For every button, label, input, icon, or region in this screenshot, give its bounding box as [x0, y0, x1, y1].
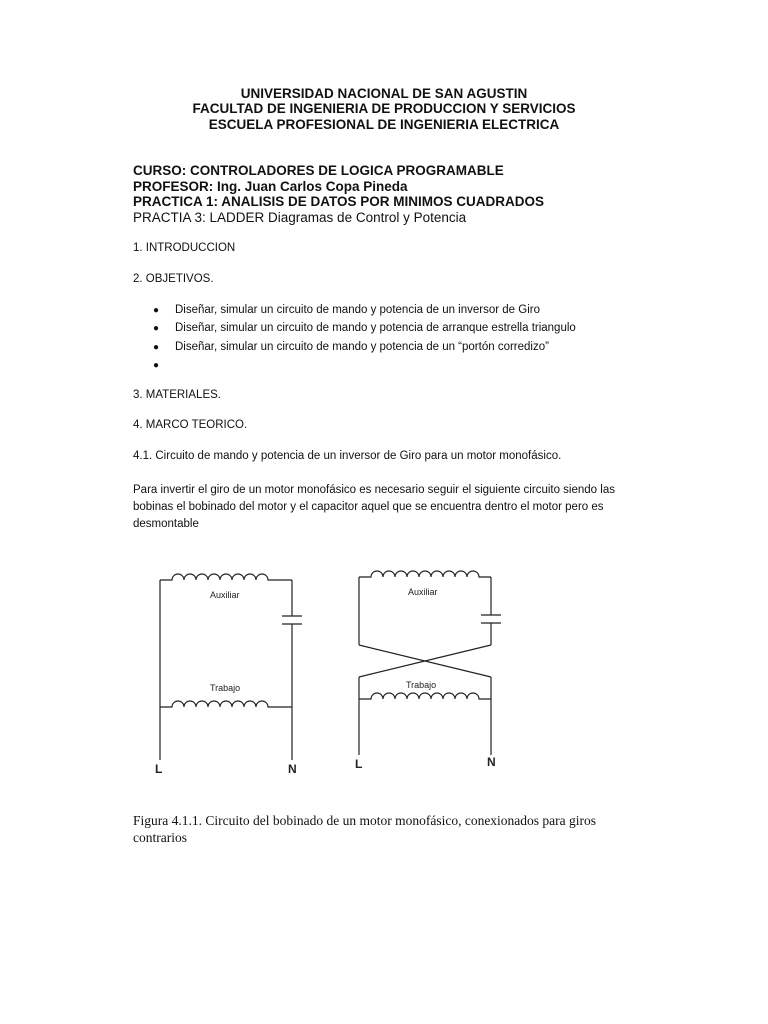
circuit-diagram [0, 555, 768, 785]
objetivo-item [153, 358, 175, 373]
objetivo-item [153, 303, 540, 318]
left-auxiliar-label: Auxiliar [210, 590, 240, 600]
body-paragraph: Para invertir el giro de un motor monofásico es necesario seguir el siguiente circuito siendo las bobinas el bobinado del motor y el capacitor aquel que se encuentra dentro el motor pero es desmontable [133, 484, 615, 530]
objetivo-item-text: Diseñar, simular un circuito de mando y potencia de un inversor de Giro [175, 304, 540, 316]
bullet-icon: ● [153, 342, 160, 353]
section-objetivos: 2. OBJETIVOS. [133, 273, 214, 285]
header-school: ESCUELA PROFESIONAL DE INGENIERIA ELECTRICA [208, 117, 560, 132]
right-trabajo-label: Trabajo [406, 680, 437, 690]
bullet-icon: ● [153, 323, 160, 334]
objetivo-item [153, 340, 549, 355]
objetivo-item-text: Diseñar, simular un circuito de mando y potencia de un “portón corredizo” [175, 341, 549, 353]
left-trabajo-label: Trabajo [210, 683, 241, 693]
course-practica-3: PRACTIA 3: LADDER Diagramas de Control y Potencia [133, 210, 467, 225]
course-title: CURSO: CONTROLADORES DE LOGICA PROGRAMABLE [133, 163, 504, 178]
left-terminal-n: N [288, 762, 297, 776]
objetivo-item [153, 321, 576, 336]
section-introduccion: 1. INTRODUCCION [133, 242, 236, 254]
right-trabajo-coil [359, 693, 491, 699]
bullet-icon: ● [153, 360, 160, 371]
figure-caption: Figura 4.1.1. Circuito del bobinado de un motor monofásico, conexionados para giros contrarios [133, 813, 597, 845]
right-terminal-l: L [355, 757, 363, 771]
left-auxiliar-coil [160, 574, 292, 580]
right-auxiliar-label: Auxiliar [408, 587, 438, 597]
left-trabajo-coil [160, 701, 292, 707]
right-terminal-n: N [487, 755, 496, 769]
section-materiales: 3. MATERIALES. [133, 389, 221, 401]
header-faculty: FACULTAD DE INGENIERIA DE PRODUCCION Y SERVICIOS [192, 101, 576, 116]
objetivo-item-text: Diseñar, simular un circuito de mando y potencia de arranque estrella triangulo [175, 322, 576, 334]
right-capacitor [481, 615, 501, 623]
bullet-icon: ● [153, 305, 160, 316]
header-university: UNIVERSIDAD NACIONAL DE SAN AGUSTIN [240, 86, 528, 101]
course-practica-1: PRACTICA 1: ANALISIS DE DATOS POR MINIMOS CUADRADOS [133, 194, 545, 209]
subsection-4-1: 4.1. Circuito de mando y potencia de un inversor de Giro para un motor monofásico. [133, 450, 562, 462]
section-marco-teorico: 4. MARCO TEORICO. [133, 419, 248, 431]
left-terminal-l: L [155, 762, 163, 776]
course-professor: PROFESOR: Ing. Juan Carlos Copa Pineda [133, 179, 408, 194]
left-capacitor [282, 616, 302, 624]
right-auxiliar-coil [359, 571, 491, 577]
